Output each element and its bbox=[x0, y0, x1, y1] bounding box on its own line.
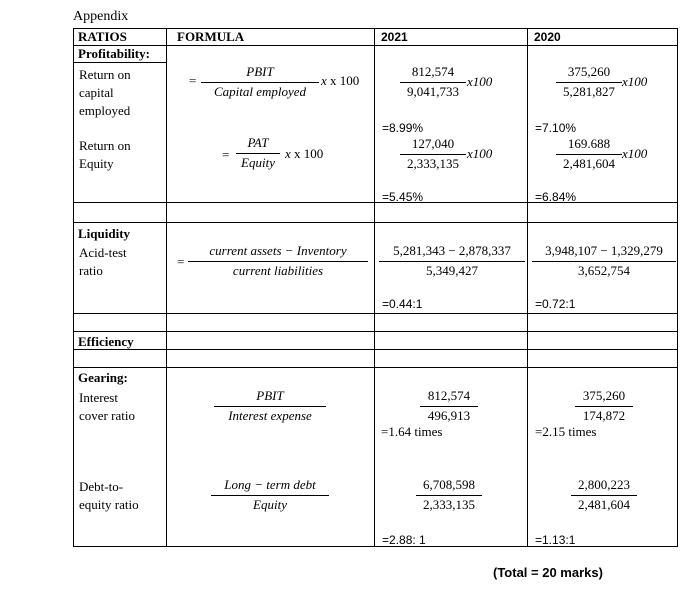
name-line: Return on bbox=[79, 138, 131, 153]
section-efficiency: Efficiency bbox=[78, 334, 134, 349]
section-gearing: Gearing: bbox=[78, 370, 128, 385]
col-border bbox=[527, 28, 528, 547]
value-icr-2021 bbox=[420, 388, 478, 424]
numerator: 812,574 bbox=[411, 64, 455, 79]
fraction-bar bbox=[400, 154, 466, 155]
formula-equals: = bbox=[189, 73, 197, 88]
result-de-2021: =2.88: 1 bbox=[382, 533, 426, 547]
result-roe-2020: =6.84% bbox=[535, 190, 577, 204]
numerator: 5,281,343 − 2,878,337 bbox=[393, 243, 511, 258]
numerator: 169.688 bbox=[567, 136, 611, 151]
result-roce-2020: =7.10% bbox=[535, 121, 577, 135]
ratio-name-icr bbox=[79, 389, 135, 425]
denominator: 174,872 bbox=[582, 408, 626, 423]
row-border bbox=[73, 331, 678, 332]
name-line: Equity bbox=[79, 156, 114, 171]
name-line: Interest bbox=[79, 390, 118, 405]
row-border bbox=[73, 62, 166, 63]
row-border bbox=[73, 28, 678, 29]
formula-numerator: PBIT bbox=[256, 388, 284, 403]
formula-icr bbox=[214, 388, 326, 424]
ratio-name-roe bbox=[79, 137, 131, 173]
formula-denominator: Capital employed bbox=[213, 84, 307, 99]
numerator: 6,708,598 bbox=[423, 477, 475, 492]
numerator: 375,260 bbox=[582, 388, 626, 403]
denominator: 9,041,733 bbox=[407, 84, 459, 99]
name-line: employed bbox=[79, 103, 131, 118]
value-icr-2020 bbox=[575, 388, 633, 424]
formula-equals: = bbox=[222, 147, 230, 162]
value-roe-2020 bbox=[556, 136, 622, 172]
fraction-bar bbox=[532, 261, 676, 262]
row-border bbox=[73, 313, 678, 314]
formula-multiplier: x x 100 bbox=[285, 146, 324, 161]
formula-roce bbox=[201, 64, 319, 100]
section-liquidity: Liquidity bbox=[78, 226, 131, 241]
col-border bbox=[73, 28, 74, 547]
row-border bbox=[73, 45, 678, 46]
mult-roce-2021: x100 bbox=[467, 74, 493, 89]
result-icr-2020: =2.15 times bbox=[535, 424, 597, 439]
denominator: 2,333,135 bbox=[423, 497, 475, 512]
result-de-2020: =1.13:1 bbox=[535, 533, 576, 547]
col-border bbox=[374, 28, 375, 547]
name-line: capital bbox=[79, 85, 114, 100]
formula-denominator: Interest expense bbox=[228, 408, 312, 423]
value-acid-2021 bbox=[379, 243, 525, 279]
row-border bbox=[73, 367, 678, 368]
fraction-bar bbox=[236, 153, 280, 154]
formula-equals: = bbox=[177, 254, 185, 269]
name-line: equity ratio bbox=[79, 497, 139, 512]
denominator: 496,913 bbox=[427, 408, 471, 423]
name-line: ratio bbox=[79, 263, 103, 278]
result-acid-2020: =0.72:1 bbox=[535, 297, 576, 311]
col-border bbox=[166, 28, 167, 547]
value-roce-2021 bbox=[400, 64, 466, 100]
ratio-name-de bbox=[79, 478, 139, 514]
value-de-2021 bbox=[416, 477, 482, 513]
denominator: 2,333,135 bbox=[407, 156, 459, 171]
fraction-bar bbox=[575, 406, 633, 407]
row-border bbox=[73, 546, 678, 547]
formula-acid bbox=[188, 243, 368, 279]
formula-denominator: Equity bbox=[241, 155, 275, 170]
formula-numerator: Long − term debt bbox=[224, 477, 316, 492]
result-roe-2021: =5.45% bbox=[382, 190, 424, 204]
value-roce-2020 bbox=[556, 64, 622, 100]
fraction-bar bbox=[420, 406, 478, 407]
result-icr-2021: =1.64 times bbox=[381, 424, 443, 439]
row-border bbox=[73, 222, 678, 223]
name-line: cover ratio bbox=[79, 408, 135, 423]
fraction-bar bbox=[571, 495, 637, 496]
formula-denominator: current liabilities bbox=[232, 263, 324, 278]
ratio-name-acid bbox=[79, 244, 127, 280]
formula-numerator: current assets − Inventory bbox=[209, 243, 347, 258]
total-marks: (Total = 20 marks) bbox=[493, 565, 603, 580]
fraction-bar bbox=[556, 82, 622, 83]
fraction-bar bbox=[379, 261, 525, 262]
fraction-bar bbox=[416, 495, 482, 496]
fraction-bar bbox=[201, 82, 319, 83]
denominator: 2,481,604 bbox=[578, 497, 630, 512]
numerator: 127,040 bbox=[411, 136, 455, 151]
formula-numerator: PAT bbox=[247, 135, 269, 150]
numerator: 812,574 bbox=[427, 388, 471, 403]
fraction-bar bbox=[211, 495, 329, 496]
numerator: 375,260 bbox=[567, 64, 611, 79]
mult-roe-2021: x100 bbox=[467, 146, 493, 161]
section-profitability: Profitability: bbox=[78, 46, 150, 61]
value-acid-2020 bbox=[532, 243, 676, 279]
value-roe-2021 bbox=[400, 136, 466, 172]
multiplier-text: x 100 bbox=[294, 146, 324, 161]
formula-denominator: Equity bbox=[253, 497, 287, 512]
header-2021: 2021 bbox=[381, 30, 408, 44]
name-line: Debt-to- bbox=[79, 479, 124, 494]
formula-roe bbox=[236, 135, 280, 171]
formula-de bbox=[211, 477, 329, 513]
denominator: 2,481,604 bbox=[563, 156, 615, 171]
denominator: 5,281,827 bbox=[563, 84, 615, 99]
name-line: Acid-test bbox=[79, 245, 127, 260]
header-formula: FORMULA bbox=[177, 29, 245, 44]
header-2020: 2020 bbox=[534, 30, 561, 44]
numerator: 3,948,107 − 1,329,279 bbox=[545, 243, 663, 258]
denominator: 3,652,754 bbox=[578, 263, 630, 278]
mult-roe-2020: x100 bbox=[622, 146, 648, 161]
col-border bbox=[677, 28, 678, 547]
multiplier-text: x 100 bbox=[330, 73, 360, 88]
value-de-2020 bbox=[571, 477, 637, 513]
fraction-bar bbox=[556, 154, 622, 155]
row-border bbox=[73, 202, 678, 203]
formula-multiplier: x x 100 bbox=[321, 73, 360, 88]
formula-numerator: PBIT bbox=[246, 64, 274, 79]
mult-roce-2020: x100 bbox=[622, 74, 648, 89]
row-border bbox=[73, 349, 678, 350]
result-acid-2021: =0.44:1 bbox=[382, 297, 423, 311]
denominator: 5,349,427 bbox=[426, 263, 478, 278]
fraction-bar bbox=[400, 82, 466, 83]
header-ratios: RATIOS bbox=[78, 29, 127, 44]
appendix-title: Appendix bbox=[73, 9, 129, 24]
numerator: 2,800,223 bbox=[578, 477, 630, 492]
result-roce-2021: =8.99% bbox=[382, 121, 424, 135]
ratio-name-roce bbox=[79, 66, 131, 120]
fraction-bar bbox=[214, 406, 326, 407]
name-line: Return on bbox=[79, 67, 131, 82]
fraction-bar bbox=[188, 261, 368, 262]
